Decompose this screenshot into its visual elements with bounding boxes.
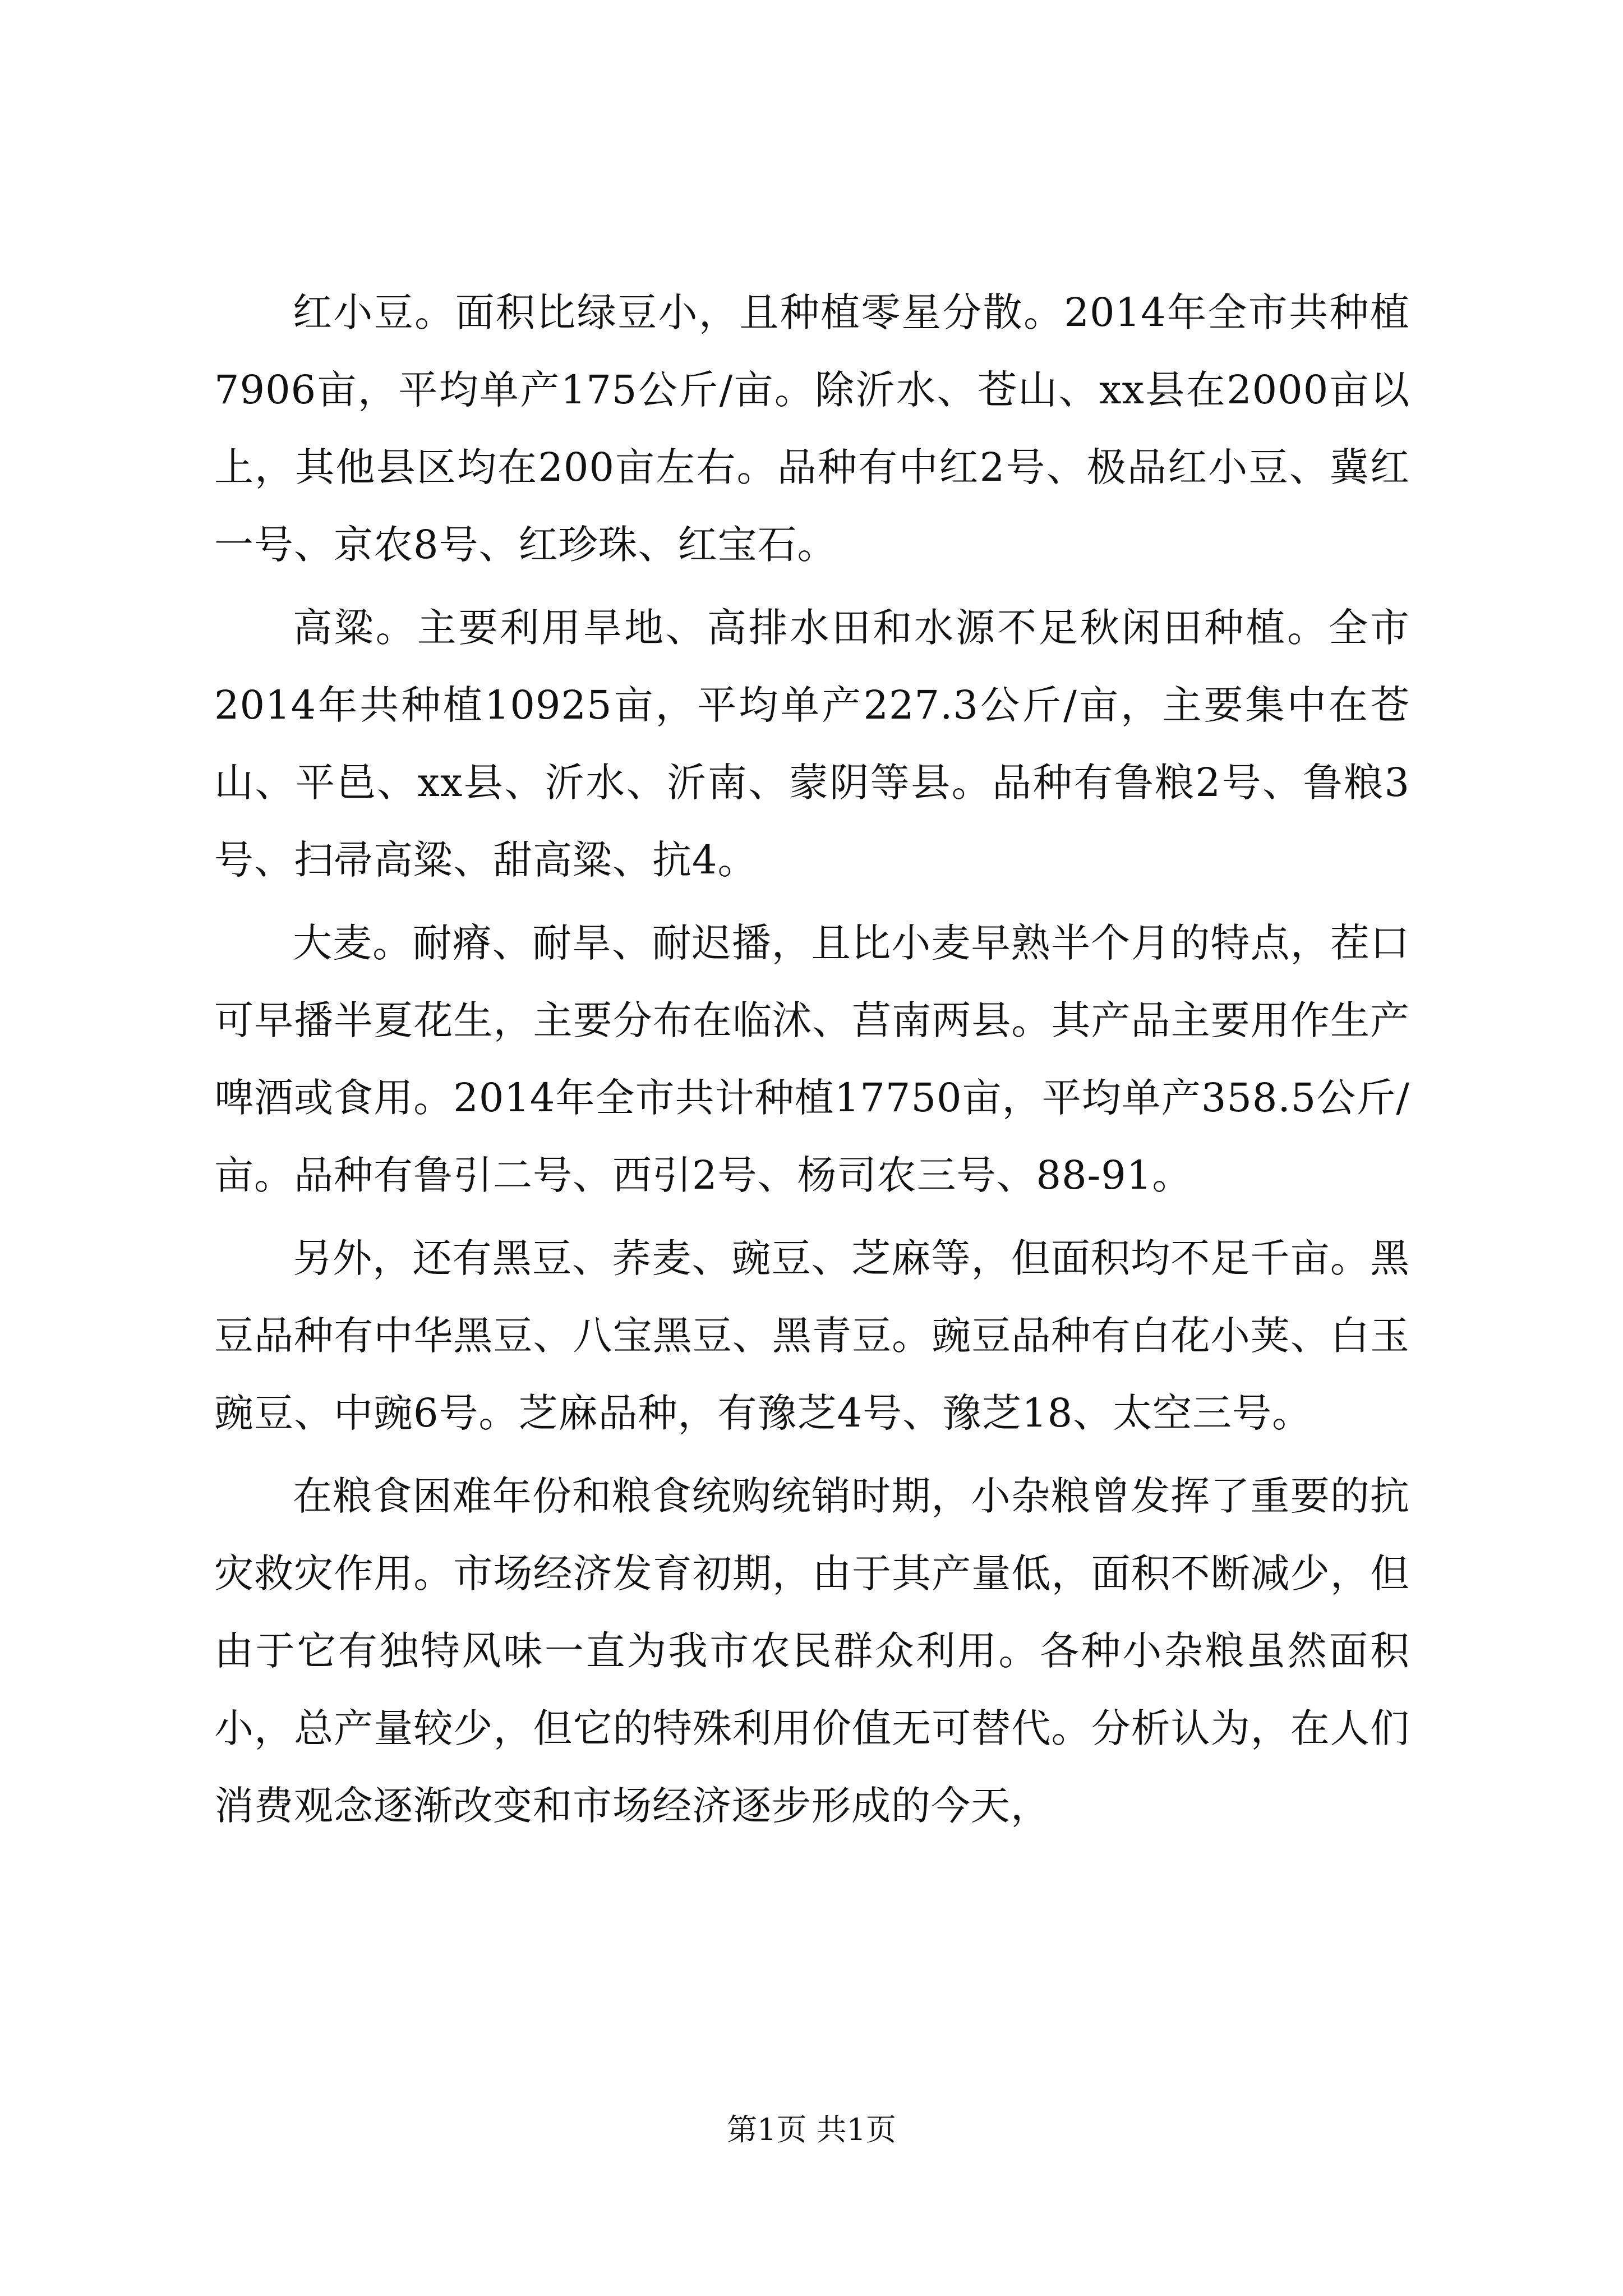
paragraph-barley: 大麦。耐瘠、耐旱、耐迟播，且比小麦早熟半个月的特点，茬口可早播半夏花生，主要分布在临沭、莒南两县。其产品主要用作生产啤酒或食用。2014年全市共计种植17750亩，平均单产358.5公斤/亩。品种有鲁引二号、西引2号、杨司农三号、88-91。	[214, 920, 1410, 1198]
document-body	[214, 274, 1410, 1850]
paragraph-analysis: 在粮食困难年份和粮食统购统销时期，小杂粮曾发挥了重要的抗灾救灾作用。市场经济发育初期，由于其产量低，面积不断减少，但由于它有独特风味一直为我市农民群众利用。各种小杂粮虽然面积小，总产量较少，但它的特殊利用价值无可替代。分析认为，在人们消费观念逐渐改变和市场经济逐步形成的今天，	[214, 1473, 1410, 1829]
paragraph-red-bean: 红小豆。面积比绿豆小，且种植零星分散。2014年全市共种植7906亩，平均单产175公斤/亩。除沂水、苍山、xx县在2000亩以上，其他县区均在200亩左右。品种有中红2号、极品红小豆、冀红一号、京农8号、红珍珠、红宝石。	[214, 289, 1410, 568]
paragraph-other-crops: 另外，还有黑豆、荞麦、豌豆、芝麻等，但面积均不足千亩。黑豆品种有中华黑豆、八宝黑豆、黑青豆。豌豆品种有白花小荚、白玉豌豆、中豌6号。芝麻品种，有豫芝4号、豫芝18、太空三号。	[214, 1235, 1410, 1436]
page-number-footer: 第1页 共1页	[727, 2112, 896, 2147]
paragraph-sorghum: 高粱。主要利用旱地、高排水田和水源不足秋闲田种植。全市2014年共种植10925亩，平均单产227.3公斤/亩，主要集中在苍山、平邑、xx县、沂水、沂南、蒙阴等县。品种有鲁粮2号、鲁粮3号、扫帚高粱、甜高粱、抗4。	[214, 605, 1410, 883]
